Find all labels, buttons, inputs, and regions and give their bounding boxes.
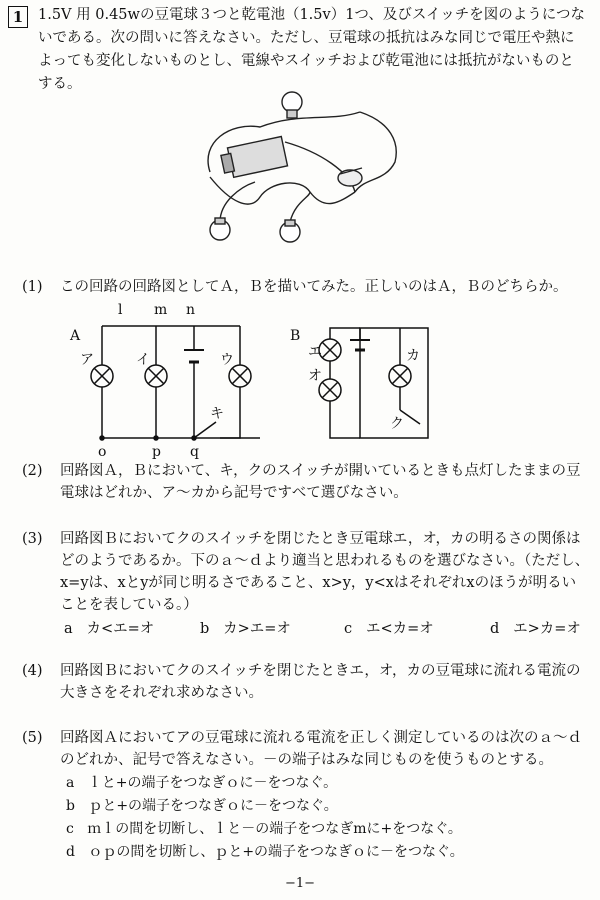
q5-choice-d <box>66 841 464 863</box>
terminal-o: o <box>98 444 107 460</box>
option-b <box>200 617 291 638</box>
bulb-i-label: イ <box>136 352 150 368</box>
circuit-photo <box>190 82 430 252</box>
problem-number-box: 1 <box>8 6 28 28</box>
q5-choice-b-text: ｐと+の端子をつなぎｏに－をつなぐ。 <box>88 798 338 814</box>
terminal-n: n <box>186 302 196 318</box>
q5-choice-d-text: ｏｐの間を切断し、ｐと+の端子をつなぎｏに－をつなぐ。 <box>88 844 464 860</box>
q5-choice-d-key: d <box>66 844 75 860</box>
question-4-text: 回路図Ｂにおいてクのスイッチを閉じたときエ，オ，カの豆電球に流れる電流の大きさをそれぞれ求めなさい。 <box>60 663 581 701</box>
circuit-a-label: A <box>70 328 81 344</box>
question-5-number: (5) <box>22 730 43 746</box>
question-4-number: (4) <box>22 663 43 679</box>
option-a <box>64 617 154 638</box>
q5-choice-c-text: ｍｌの間を切断し、ｌと－の端子をつなぎmに+をつなぐ。 <box>87 821 462 837</box>
q5-choice-a-key: a <box>66 775 75 791</box>
q5-choice-c-key: c <box>66 821 74 837</box>
option-b-key: b <box>200 621 210 637</box>
question-3-number: (3) <box>22 531 43 547</box>
bulb-u-label: ウ <box>220 352 234 368</box>
switch-ku-label: ク <box>390 416 404 432</box>
question-1-text: この回路の回路図としてＡ，Ｂを描いてみた。正しいのはＡ，Ｂのどちらか。 <box>60 279 568 295</box>
option-a-text: カ<エ=オ <box>86 621 155 637</box>
terminal-m: m <box>154 302 168 318</box>
bulb-a-label: ア <box>80 352 94 368</box>
q5-choice-a <box>66 772 337 794</box>
circuit-diagrams <box>60 300 480 460</box>
question-2-number: (2) <box>22 463 43 479</box>
terminal-l: l <box>118 302 123 318</box>
option-d <box>490 617 581 638</box>
circuit-b-label: B <box>290 328 301 344</box>
option-c-key: c <box>344 621 353 637</box>
question-5-text: 回路図Ａにおいてアの豆電球に流れる電流を正しく測定しているのは次のａ〜ｄのどれか、記号で答えなさい。－の端子はみな同じものを使うものとする。 <box>60 730 582 768</box>
bulb-ka-label: カ <box>406 348 420 364</box>
switch-ki-label: キ <box>210 406 224 422</box>
option-d-key: d <box>490 621 500 637</box>
page-number: −1− <box>284 876 316 891</box>
bulb-o-label: オ <box>308 368 322 384</box>
bulb-e-label: エ <box>308 344 322 360</box>
problem-intro: 1.5V 用 0.45wの豆電球３つと乾電池（1.5v）1つ、及びスイッチを図のようにつないである。次の問いに答えなさい。ただし、豆電球の抵抗はみな同じで電圧や熱によっても変化しないものとし、電線やスイッチおよび乾電池には抵抗がないものとする。 <box>38 7 585 92</box>
terminal-q: q <box>190 444 199 460</box>
q5-choice-b <box>66 795 338 817</box>
question-2-text: 回路図Ａ，Ｂにおいて、キ，クのスイッチが開いているときも点灯したままの豆電球はどれか、ア〜カから記号ですべて選びなさい。 <box>60 463 581 501</box>
q5-choice-b-key: b <box>66 798 75 814</box>
question-3-text: 回路図Ｂにおいてクのスイッチを閉じたとき豆電球エ，オ，カの明るさの関係はどのようであるか。下のａ〜ｄより適当と思われるものを選びなさい。（ただし、x=yは、xとyが同じ明るさであること、x>y，y<xはそれぞれxのほうが明るいことを表している。） <box>60 531 590 613</box>
option-c-text: エ<カ=オ <box>365 621 434 637</box>
option-c <box>344 617 434 638</box>
question-1-number: (1) <box>22 279 43 295</box>
option-a-key: a <box>64 621 73 637</box>
terminal-p: p <box>152 444 161 460</box>
q5-choice-a-text: ｌと+の端子をつなぎｏに－をつなぐ。 <box>87 775 338 791</box>
q5-choice-c <box>66 818 462 840</box>
option-d-text: エ>カ=オ <box>513 621 581 637</box>
option-b-text: カ>エ=オ <box>223 621 291 637</box>
